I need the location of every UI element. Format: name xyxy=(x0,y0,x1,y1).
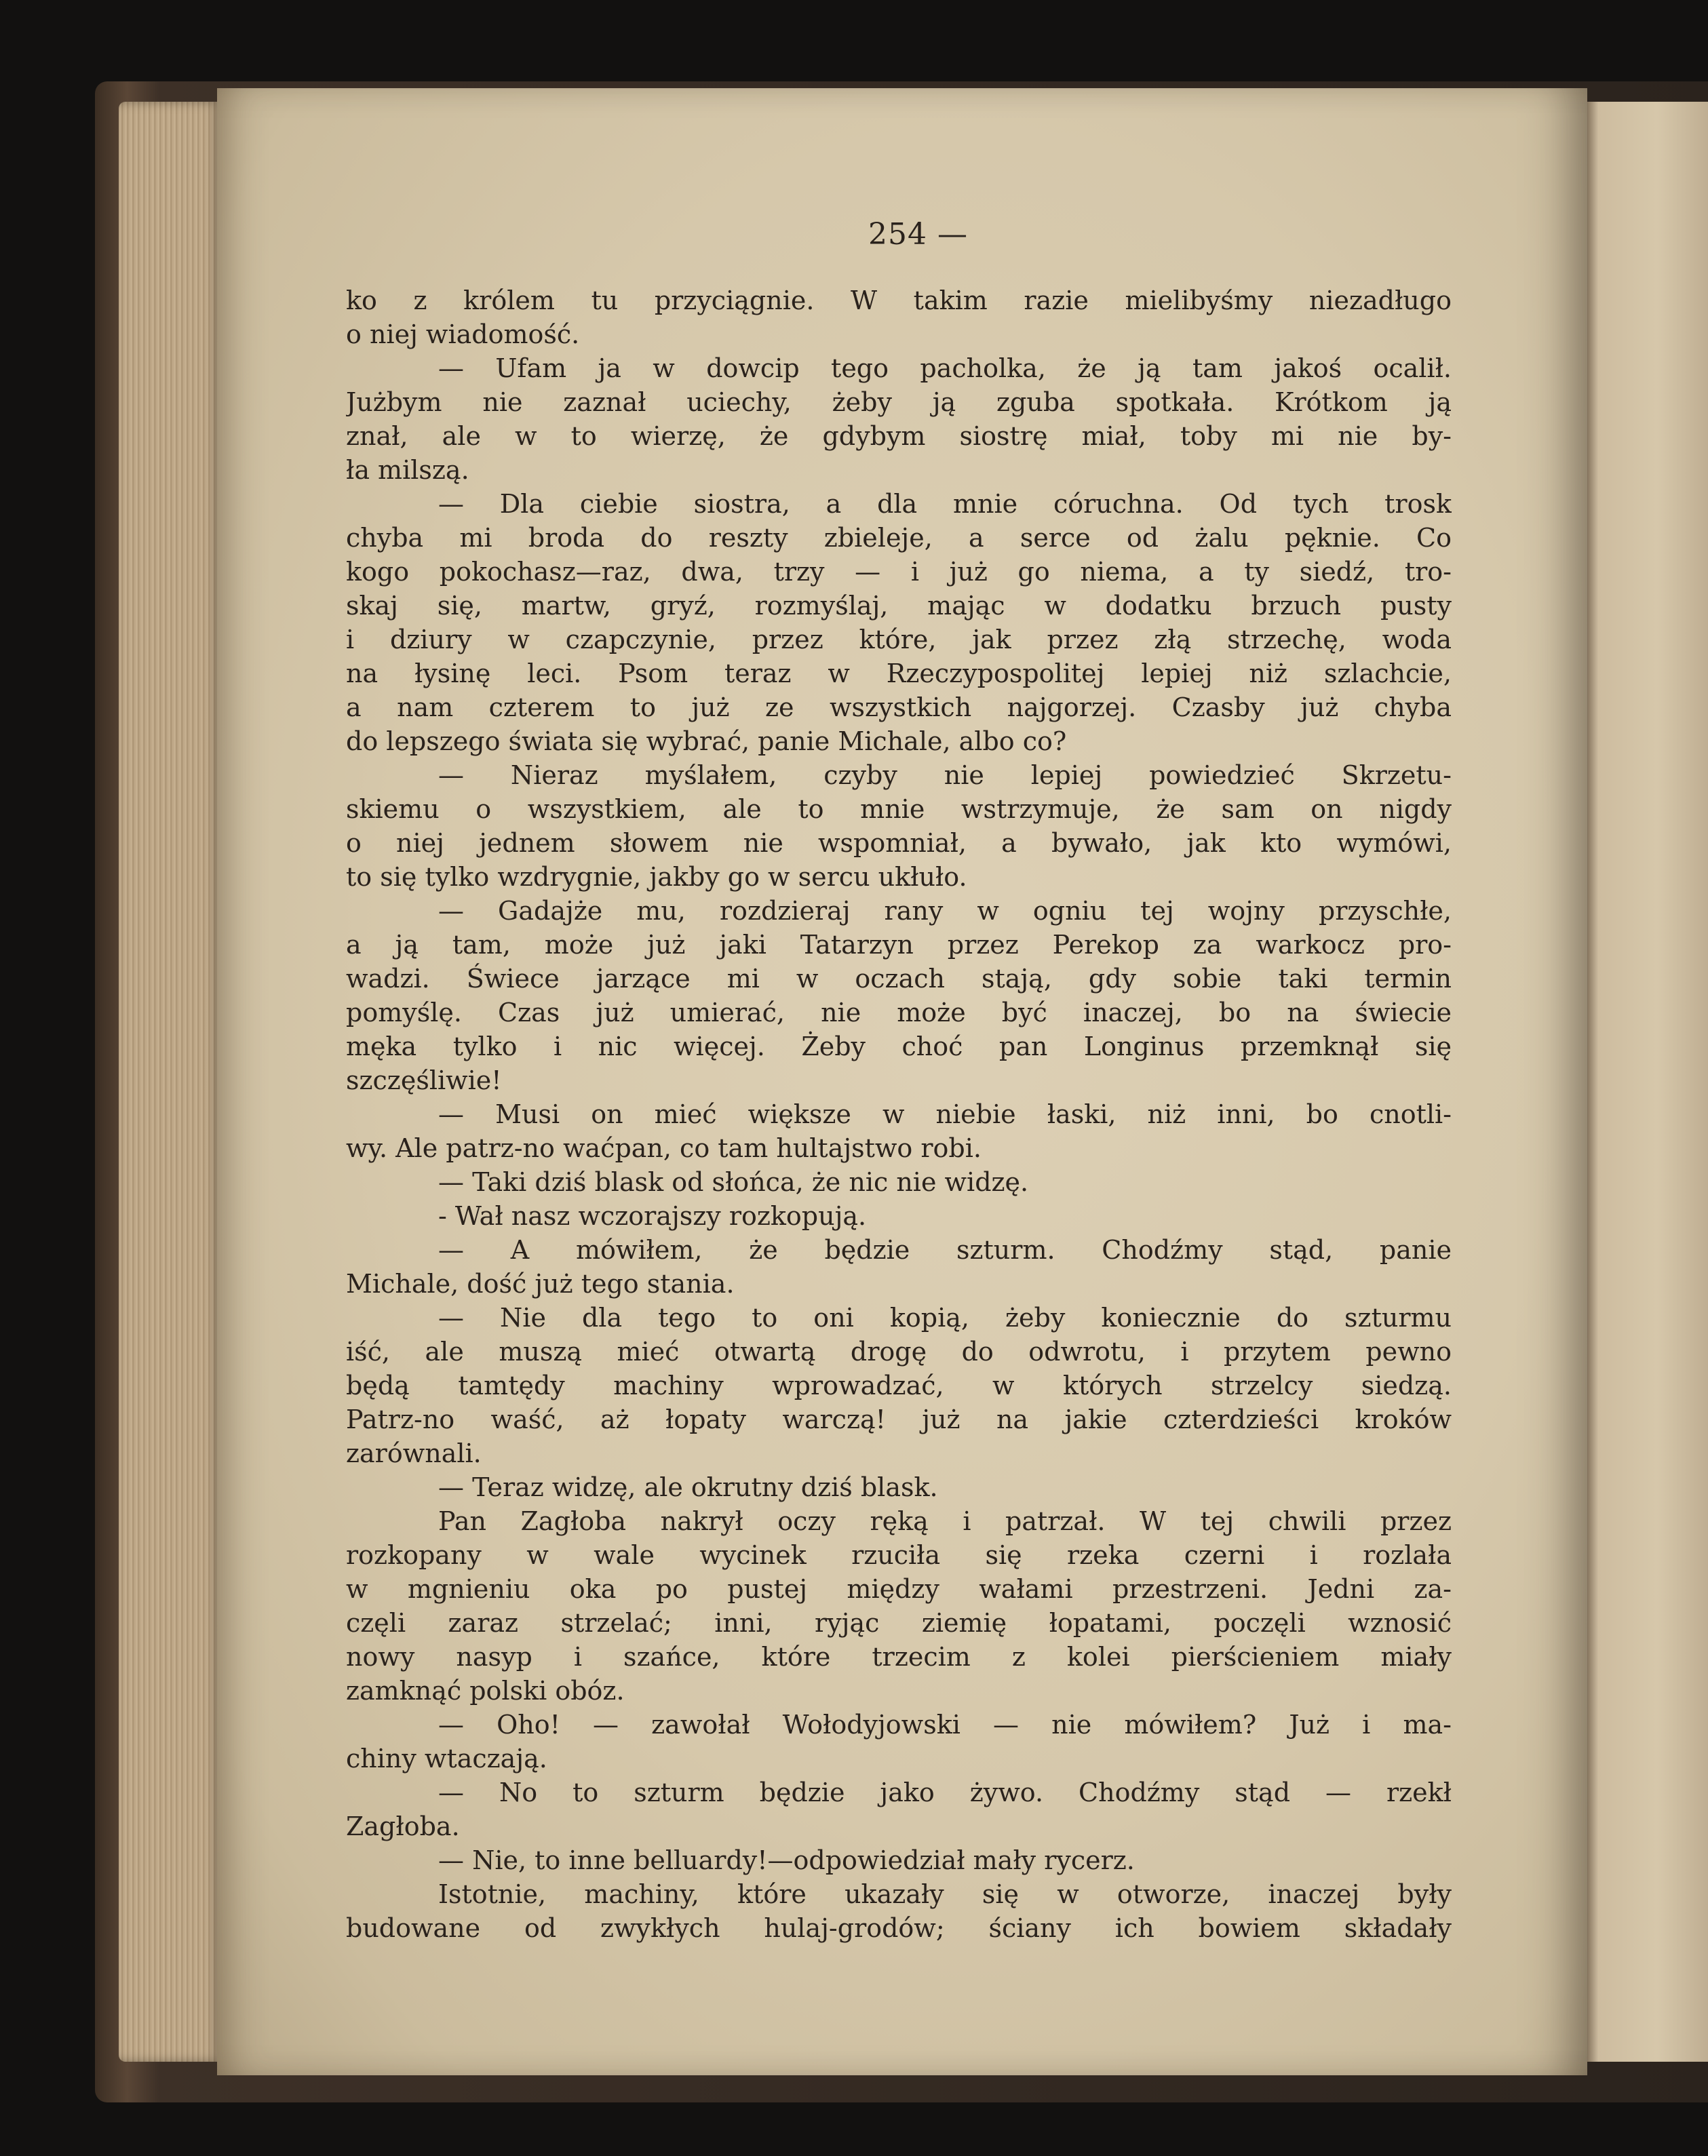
text-line: — Nieraz myślałem, czyby nie lepiej powiedzieć Skrzetu- xyxy=(438,760,1452,790)
text-line: zamknąć polski obóz. xyxy=(346,1676,625,1706)
page-edges-left xyxy=(119,102,220,2062)
text-line: a nam czterem to już ze wszystkich najgorzej. Czasby już chyba xyxy=(346,692,1452,722)
text-line: chyba mi broda do reszty zbieleje, a serce od żalu pęknie. Co xyxy=(346,523,1452,553)
text-line: częli zaraz strzelać; inni, ryjąc ziemię łopatami, poczęli wznosić xyxy=(346,1608,1452,1638)
text-line: Pan Zagłoba nakrył oczy ręką i patrzał. W tej chwili przez xyxy=(438,1506,1452,1536)
text-line: — A mówiłem, że będzie szturm. Chodźmy stąd, panie xyxy=(438,1235,1452,1265)
text-line: ko z królem tu przyciągnie. W takim razie mielibyśmy niezadługo xyxy=(346,286,1452,315)
text-line: — Taki dziś blask od słońca, że nic nie widzę. xyxy=(438,1167,1029,1197)
text-line: skaj się, martw, gryź, rozmyślaj, mając w dodatku brzuch pusty xyxy=(346,591,1452,621)
text-line: nowy nasyp i szańce, które trzecim z kolei pierścieniem miały xyxy=(346,1642,1452,1672)
text-line: skiemu o wszystkiem, ale to mnie wstrzymuje, że sam on nigdy xyxy=(346,794,1452,824)
text-line: Zagłoba. xyxy=(346,1811,460,1841)
text-line: — No to szturm będzie jako żywo. Chodźmy stąd — rzekł xyxy=(438,1778,1452,1807)
text-line: — Nie, to inne belluardy!—odpowiedział mały rycerz. xyxy=(438,1845,1135,1875)
text-line: o niej jednem słowem nie wspomniał, a bywało, jak kto wymówi, xyxy=(346,828,1452,858)
text-line: do lepszego świata się wybrać, panie Michale, albo co? xyxy=(346,726,1067,756)
page-text xyxy=(346,283,1452,1945)
text-line: Michale, dość już tego stania. xyxy=(346,1269,735,1299)
book-page xyxy=(217,88,1587,2075)
text-line: Jużbym nie zaznał uciechy, żeby ją zguba spotkała. Krótkom ją xyxy=(346,387,1452,417)
text-line: męka tylko i nic więcej. Żeby choć pan Longinus przemknął się xyxy=(346,1032,1452,1061)
text-line: Istotnie, machiny, które ukazały się w otworze, inaczej były xyxy=(438,1879,1452,1909)
text-line: budowane od zwykłych hulaj-grodów; ściany ich bowiem składały xyxy=(346,1913,1452,1943)
text-line: ła milszą. xyxy=(346,455,469,485)
text-line: — Nie dla tego to oni kopią, żeby koniecznie do szturmu xyxy=(438,1303,1452,1333)
text-line: Patrz-no waść, aż łopaty warczą! już na jakie czterdzieści kroków xyxy=(346,1405,1452,1434)
text-line: wy. Ale patrz-no waćpan, co tam hultajstwo robi. xyxy=(346,1133,982,1163)
text-line: o niej wiadomość. xyxy=(346,319,580,349)
text-line: rozkopany w wale wycinek rzuciła się rzeka czerni i rozlała xyxy=(346,1540,1452,1570)
text-line: iść, ale muszą mieć otwartą drogę do odwrotu, i przytem pewno xyxy=(346,1337,1452,1367)
text-line: — Musi on mieć większe w niebie łaski, niż inni, bo cnotli- xyxy=(438,1099,1452,1129)
text-line: to się tylko wzdrygnie, jakby go w sercu ukłuło. xyxy=(346,862,967,892)
text-line: szczęśliwie! xyxy=(346,1065,502,1095)
text-line: zarównali. xyxy=(346,1438,482,1468)
text-line: wadzi. Świece jarzące mi w oczach stają, gdy sobie taki termin xyxy=(346,964,1452,994)
text-line: pomyślę. Czas już umierać, nie może być inaczej, bo na świecie xyxy=(346,998,1452,1027)
text-line: a ją tam, może już jaki Tatarzyn przez Perekop za warkocz pro- xyxy=(346,930,1452,960)
text-line: chiny wtaczają. xyxy=(346,1744,547,1773)
text-line: — Oho! — zawołał Wołodyjowski — nie mówiłem? Już i ma- xyxy=(438,1710,1452,1740)
text-line: — Ufam ja w dowcip tego pacholka, że ją tam jakoś ocalił. xyxy=(438,353,1452,383)
text-line: — Dla ciebie siostra, a dla mnie córuchna. Od tych trosk xyxy=(438,489,1452,519)
text-line: znał, ale w to wierzę, że gdybym siostrę miał, toby mi nie by- xyxy=(346,421,1452,451)
text-line: i dziury w czapczynie, przez które, jak przez złą strzechę, woda xyxy=(346,625,1452,654)
text-line: - Wał nasz wczorajszy rozkopują. xyxy=(438,1201,867,1231)
text-line: — Teraz widzę, ale okrutny dziś blask. xyxy=(438,1472,938,1502)
text-line: w mgnieniu oka po pustej między wałami przestrzeni. Jedni za- xyxy=(346,1574,1452,1604)
text-line: na łysinę leci. Psom teraz w Rzeczypospolitej lepiej niż szlachcie, xyxy=(346,659,1452,688)
facing-page-edge xyxy=(1580,102,1708,2062)
text-line: będą tamtędy machiny wprowadzać, w których strzelcy siedzą. xyxy=(346,1371,1452,1400)
text-line: kogo pokochasz—raz, dwa, trzy — i już go niema, a ty siedź, tro- xyxy=(346,557,1452,587)
text-line: — Gadajże mu, rozdzieraj rany w ogniu tej wojny przyschłe, xyxy=(438,896,1452,926)
page-number: 254 — xyxy=(868,217,968,252)
